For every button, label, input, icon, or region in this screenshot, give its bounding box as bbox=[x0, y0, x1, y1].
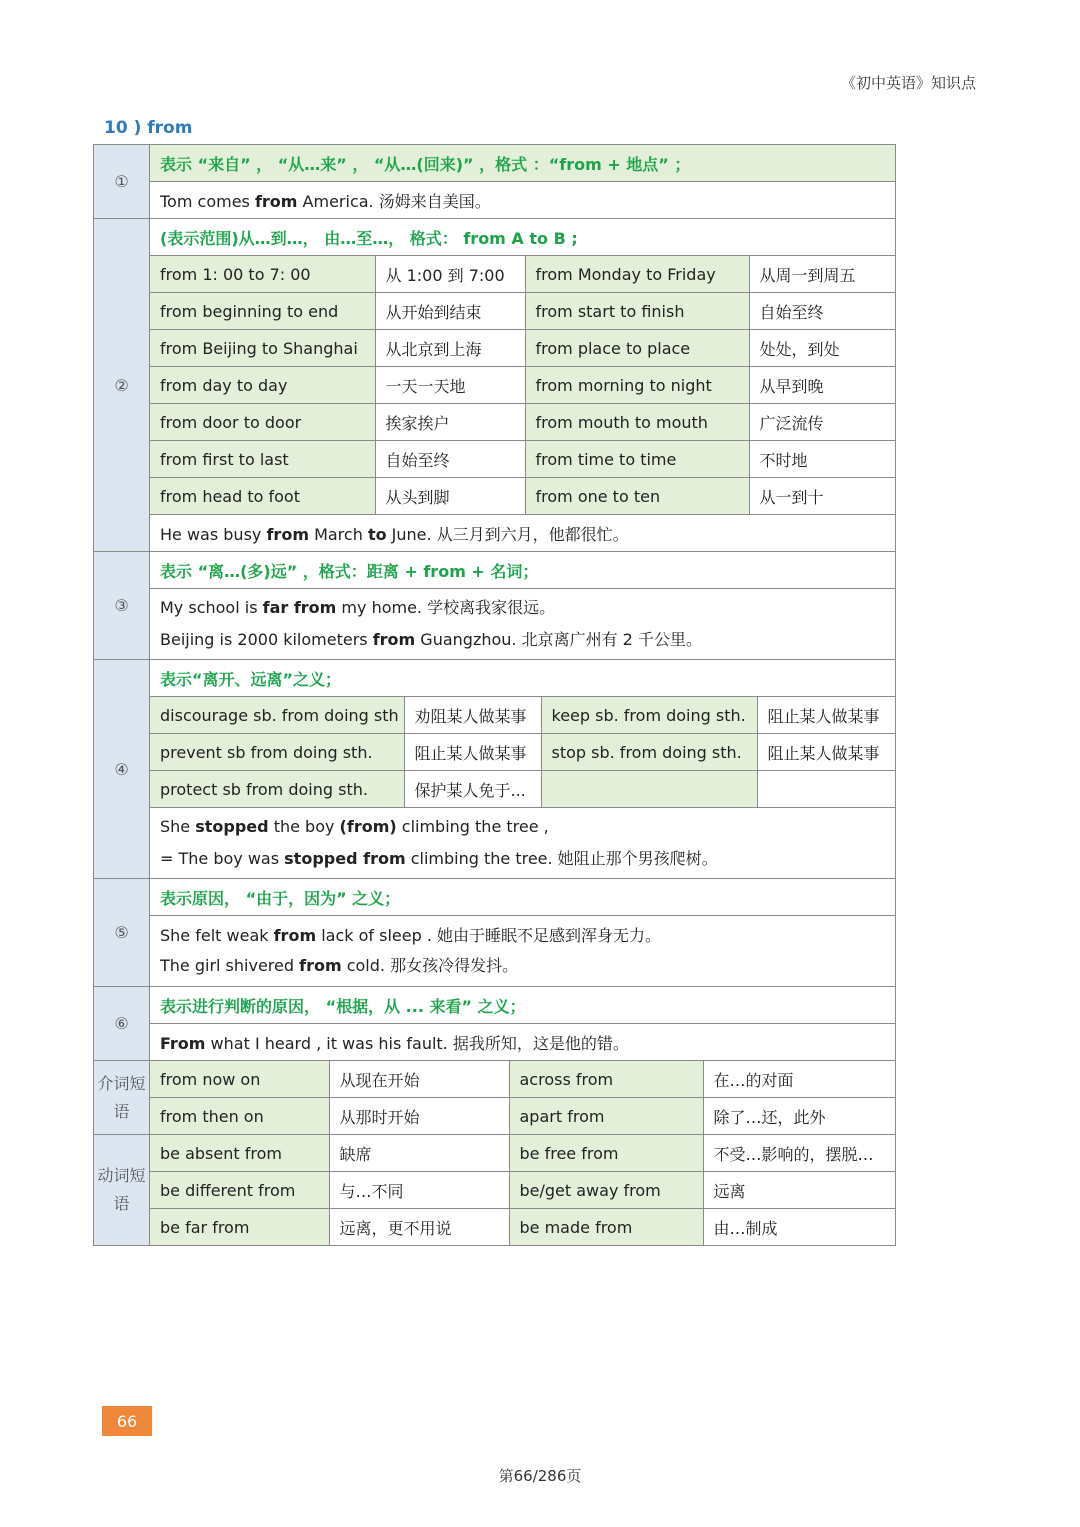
phrase-cell: 不受…影响的，摆脱… bbox=[703, 1135, 895, 1172]
phrase-cell: from start to finish bbox=[525, 293, 749, 330]
prep-phrase-grid bbox=[150, 1061, 896, 1135]
usage-4-phrase-grid bbox=[150, 697, 896, 808]
usage-4-rule: 表示“离开、远离”之义； bbox=[150, 660, 896, 697]
phrase-row bbox=[150, 441, 895, 478]
phrase-cell: 阻止某人做某事 bbox=[404, 734, 541, 771]
example-sentence: Beijing is 2000 kilometers from Guangzhou. 北京离广州有 2 千公里。 bbox=[160, 630, 702, 649]
phrase-cell: 挨家挨户 bbox=[375, 404, 525, 441]
example-sentence: She stopped the boy (from) climbing the tree , bbox=[160, 817, 549, 836]
phrase-cell: 从早到晚 bbox=[749, 367, 895, 404]
usage-2-phrase-grid bbox=[150, 256, 896, 515]
verb-phrase-grid bbox=[150, 1135, 896, 1246]
usage-1-rule: 表示 “来自” ， “从…来” ， “从…(回来)” ，格式 ：“from + 地点” ； bbox=[150, 145, 896, 182]
phrase-cell: be different from bbox=[150, 1172, 329, 1209]
phrase-cell: from morning to night bbox=[525, 367, 749, 404]
phrase-cell: 从开始到结束 bbox=[375, 293, 525, 330]
usage-2-rule: (表示范围)从…到…， 由…至…， 格式： from A to B ; bbox=[150, 219, 896, 256]
phrase-cell: from 1: 00 to 7: 00 bbox=[150, 256, 375, 293]
phrase-cell: be made from bbox=[509, 1209, 703, 1246]
phrase-cell: from then on bbox=[150, 1098, 329, 1135]
phrase-cell bbox=[541, 771, 757, 808]
phrase-row bbox=[150, 404, 895, 441]
phrase-cell: from first to last bbox=[150, 441, 375, 478]
usage-number-3: ③ bbox=[94, 552, 150, 660]
usage-3-examples bbox=[150, 589, 896, 660]
phrase-row bbox=[150, 1098, 895, 1135]
phrase-cell: from day to day bbox=[150, 367, 375, 404]
phrase-row bbox=[150, 1209, 895, 1246]
phrase-cell: 劝阻某人做某事 bbox=[404, 697, 541, 734]
phrase-row bbox=[150, 734, 895, 771]
phrase-row bbox=[150, 478, 895, 515]
phrase-cell: from door to door bbox=[150, 404, 375, 441]
from-usage-table bbox=[93, 144, 896, 1246]
phrase-cell: 从现在开始 bbox=[329, 1061, 509, 1098]
phrase-cell: from one to ten bbox=[525, 478, 749, 515]
usage-6-rule: 表示进行判断的原因， “根据，从 ... 来看” 之义； bbox=[150, 987, 896, 1024]
phrase-row bbox=[150, 1172, 895, 1209]
phrase-cell: 处处，到处 bbox=[749, 330, 895, 367]
phrase-cell: 从一到十 bbox=[749, 478, 895, 515]
phrase-cell: 从那时开始 bbox=[329, 1098, 509, 1135]
phrase-cell: 远离 bbox=[703, 1172, 895, 1209]
usage-2-example: He was busy from March to June. 从三月到六月，他都很忙。 bbox=[150, 515, 896, 552]
phrase-cell: be/get away from bbox=[509, 1172, 703, 1209]
phrase-row bbox=[150, 1061, 895, 1098]
phrase-cell bbox=[757, 771, 895, 808]
example-sentence: The girl shivered from cold. 那女孩冷得发抖。 bbox=[160, 956, 519, 975]
phrase-cell: from mouth to mouth bbox=[525, 404, 749, 441]
phrase-cell: be far from bbox=[150, 1209, 329, 1246]
usage-number-6: ⑥ bbox=[94, 987, 150, 1061]
phrase-cell: apart from bbox=[509, 1098, 703, 1135]
phrase-cell: from place to place bbox=[525, 330, 749, 367]
phrase-cell: 自始至终 bbox=[749, 293, 895, 330]
usage-1-example: Tom comes from America. 汤姆来自美国。 bbox=[150, 182, 896, 219]
usage-4-examples bbox=[150, 808, 896, 879]
phrase-cell: 远离，更不用说 bbox=[329, 1209, 509, 1246]
phrase-cell: from Beijing to Shanghai bbox=[150, 330, 375, 367]
phrase-cell: keep sb. from doing sth. bbox=[541, 697, 757, 734]
usage-5-examples bbox=[150, 916, 896, 987]
example-sentence: = The boy was stopped from climbing the tree. 她阻止那个男孩爬树。 bbox=[160, 849, 718, 868]
phrase-row bbox=[150, 256, 895, 293]
phrase-row bbox=[150, 771, 895, 808]
phrase-cell: 阻止某人做某事 bbox=[757, 697, 895, 734]
phrase-cell: discourage sb. from doing sth bbox=[150, 697, 404, 734]
phrase-cell: be absent from bbox=[150, 1135, 329, 1172]
usage-number-2: ② bbox=[94, 219, 150, 552]
phrase-cell: from time to time bbox=[525, 441, 749, 478]
phrase-row bbox=[150, 1135, 895, 1172]
phrase-cell: 阻止某人做某事 bbox=[757, 734, 895, 771]
phrase-cell: protect sb from doing sth. bbox=[150, 771, 404, 808]
usage-number-4: ④ bbox=[94, 660, 150, 879]
phrase-row bbox=[150, 293, 895, 330]
phrase-cell: across from bbox=[509, 1061, 703, 1098]
usage-number-5: ⑤ bbox=[94, 879, 150, 987]
phrase-cell: 从周一到周五 bbox=[749, 256, 895, 293]
usage-3-rule: 表示 “离…(多)远” ，格式：距离 + from + 名词； bbox=[150, 552, 896, 589]
phrase-cell: from Monday to Friday bbox=[525, 256, 749, 293]
phrase-cell: prevent sb from doing sth. bbox=[150, 734, 404, 771]
page-number-badge: 66 bbox=[102, 1406, 152, 1436]
phrase-cell: 缺席 bbox=[329, 1135, 509, 1172]
book-title: 《初中英语》知识点 bbox=[840, 74, 976, 92]
section-title: 10 ) from bbox=[104, 118, 193, 138]
usage-5-rule: 表示原因， “由于，因为” 之义； bbox=[150, 879, 896, 916]
phrase-cell: 广泛流传 bbox=[749, 404, 895, 441]
usage-6-example: From what I heard , it was his fault. 据我所知，这是他的错。 bbox=[150, 1024, 896, 1061]
phrase-cell: 从北京到上海 bbox=[375, 330, 525, 367]
phrase-cell: 自始至终 bbox=[375, 441, 525, 478]
phrase-row bbox=[150, 697, 895, 734]
verb-phrase-label: 动词短语 bbox=[94, 1135, 150, 1246]
prep-phrase-label: 介词短语 bbox=[94, 1061, 150, 1135]
phrase-cell: from beginning to end bbox=[150, 293, 375, 330]
page-indicator: 第66/286页 bbox=[498, 1467, 582, 1485]
phrase-cell: 除了…还，此外 bbox=[703, 1098, 895, 1135]
phrase-cell: 不时地 bbox=[749, 441, 895, 478]
phrase-cell: 从 1:00 到 7:00 bbox=[375, 256, 525, 293]
phrase-cell: from head to foot bbox=[150, 478, 375, 515]
phrase-cell: 保护某人免于... bbox=[404, 771, 541, 808]
phrase-cell: from now on bbox=[150, 1061, 329, 1098]
phrase-row bbox=[150, 330, 895, 367]
phrase-cell: 与…不同 bbox=[329, 1172, 509, 1209]
usage-number-1: ① bbox=[94, 145, 150, 219]
example-sentence: She felt weak from lack of sleep . 她由于睡眠不足感到浑身无力。 bbox=[160, 926, 661, 945]
phrase-row bbox=[150, 367, 895, 404]
example-sentence: My school is far from my home. 学校离我家很远。 bbox=[160, 598, 556, 617]
phrase-cell: 由…制成 bbox=[703, 1209, 895, 1246]
phrase-cell: 在…的对面 bbox=[703, 1061, 895, 1098]
phrase-cell: stop sb. from doing sth. bbox=[541, 734, 757, 771]
phrase-cell: be free from bbox=[509, 1135, 703, 1172]
phrase-cell: 一天一天地 bbox=[375, 367, 525, 404]
phrase-cell: 从头到脚 bbox=[375, 478, 525, 515]
